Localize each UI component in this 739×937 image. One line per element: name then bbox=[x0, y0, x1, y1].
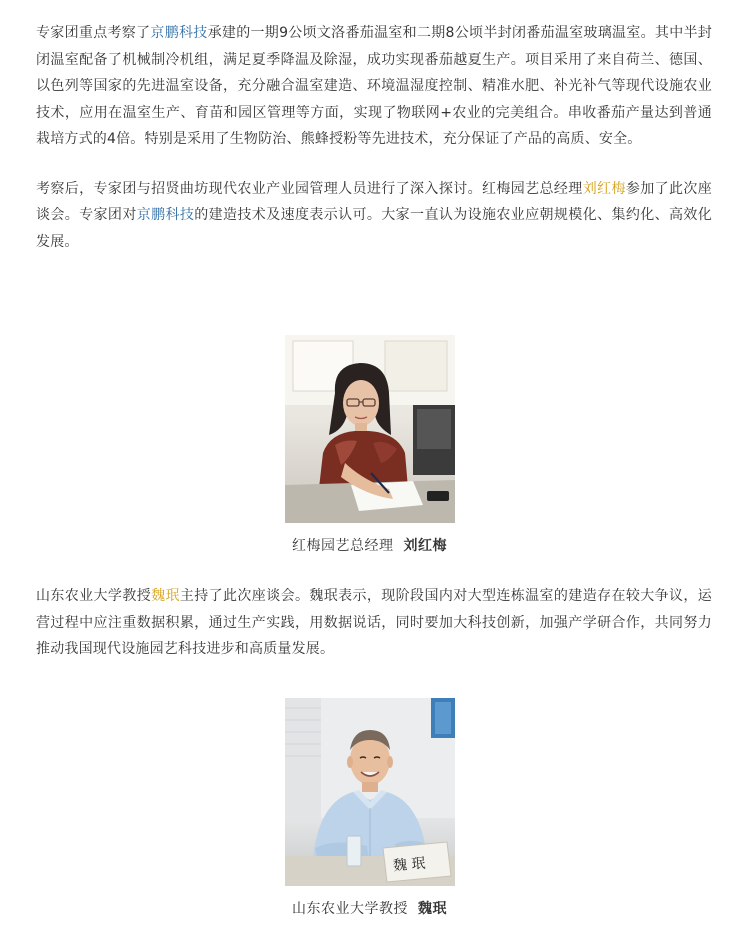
paragraph-2-text-b: 参加了此次座谈会。专家团对 bbox=[36, 180, 712, 223]
caption-title: 红梅园艺总经理 bbox=[292, 538, 394, 554]
caption-wei-min bbox=[0, 898, 739, 918]
paragraph-3 bbox=[36, 583, 712, 663]
paragraph-3-text: 主持了此次座谈会。魏珉表示，现阶段国内对大型连栋温室的建造存在较大争议，运营过程中应注重数据积累，通过生产实践，用数据说话，同时要加大科技创新，加强产学研合作，共同努力推动我国现代设施园艺科技进步和高质量发展。 bbox=[36, 588, 712, 657]
link-liu-hongmei[interactable]: 刘红梅 bbox=[582, 180, 626, 197]
paragraph-2 bbox=[36, 176, 712, 256]
paragraph-1-text-b: 承建的一期9公顷文洛番茄温室和二期8公顷半封闭番茄温室玻璃温室。其中半封闭温室配备了机械制冷机组，满足夏季降温及除湿，成功实现番茄越夏生产。项目采用了来自荷兰、德国、以色列等国家的先进温室设备，充分融合温室建造、环境温湿度控制、精准水肥、补光补气等现代设施农业技术，应用在温室生产、育苗和园区管理等方面，实现了物联网+农业的完美组合。串收番茄产量达到普通栽培方式的4倍。特别是采用了生物防治、熊蜂授粉等先进技术，充分保证了产品的高质、安全。 bbox=[36, 25, 713, 147]
paragraph-1-text-a: 专家团重点考察了 bbox=[36, 25, 151, 41]
photo-wei-min-illustration bbox=[285, 698, 455, 886]
figure-wei-min bbox=[0, 698, 739, 918]
caption-name-2: 魏珉 bbox=[418, 901, 447, 917]
paragraph-2-text-c: 的建造技术及速度表示认可。大家一直认为设施农业应朝规模化、集约化、高效化发展。 bbox=[36, 207, 712, 250]
photo-liu-hongmei bbox=[285, 335, 455, 523]
link-wei-min[interactable]: 魏珉 bbox=[151, 588, 180, 604]
paragraph-1 bbox=[36, 20, 712, 153]
caption-name: 刘红梅 bbox=[403, 538, 447, 554]
paragraph-2-text-a: 考察后，专家团与招贤曲坊现代农业产业园管理人员进行了深入探讨。红梅园艺总经理 bbox=[36, 180, 583, 197]
caption-liu-hongmei bbox=[0, 535, 739, 555]
photo-wei-min bbox=[285, 698, 455, 886]
article-body bbox=[36, 20, 712, 295]
figure-liu-hongmei bbox=[0, 335, 739, 555]
link-shandong-professor[interactable]: 山东农业大学教授 bbox=[36, 588, 152, 604]
link-jingpeng-tech[interactable]: 京鹏科技 bbox=[150, 25, 208, 41]
article-body-2 bbox=[36, 583, 712, 663]
caption-title-2: 山东农业大学教授 bbox=[292, 901, 408, 917]
photo-liu-hongmei-illustration bbox=[285, 335, 455, 523]
nameplate-text: 魏 珉 bbox=[391, 855, 426, 875]
link-jingpeng-tech-2[interactable]: 京鹏科技 bbox=[136, 207, 195, 223]
